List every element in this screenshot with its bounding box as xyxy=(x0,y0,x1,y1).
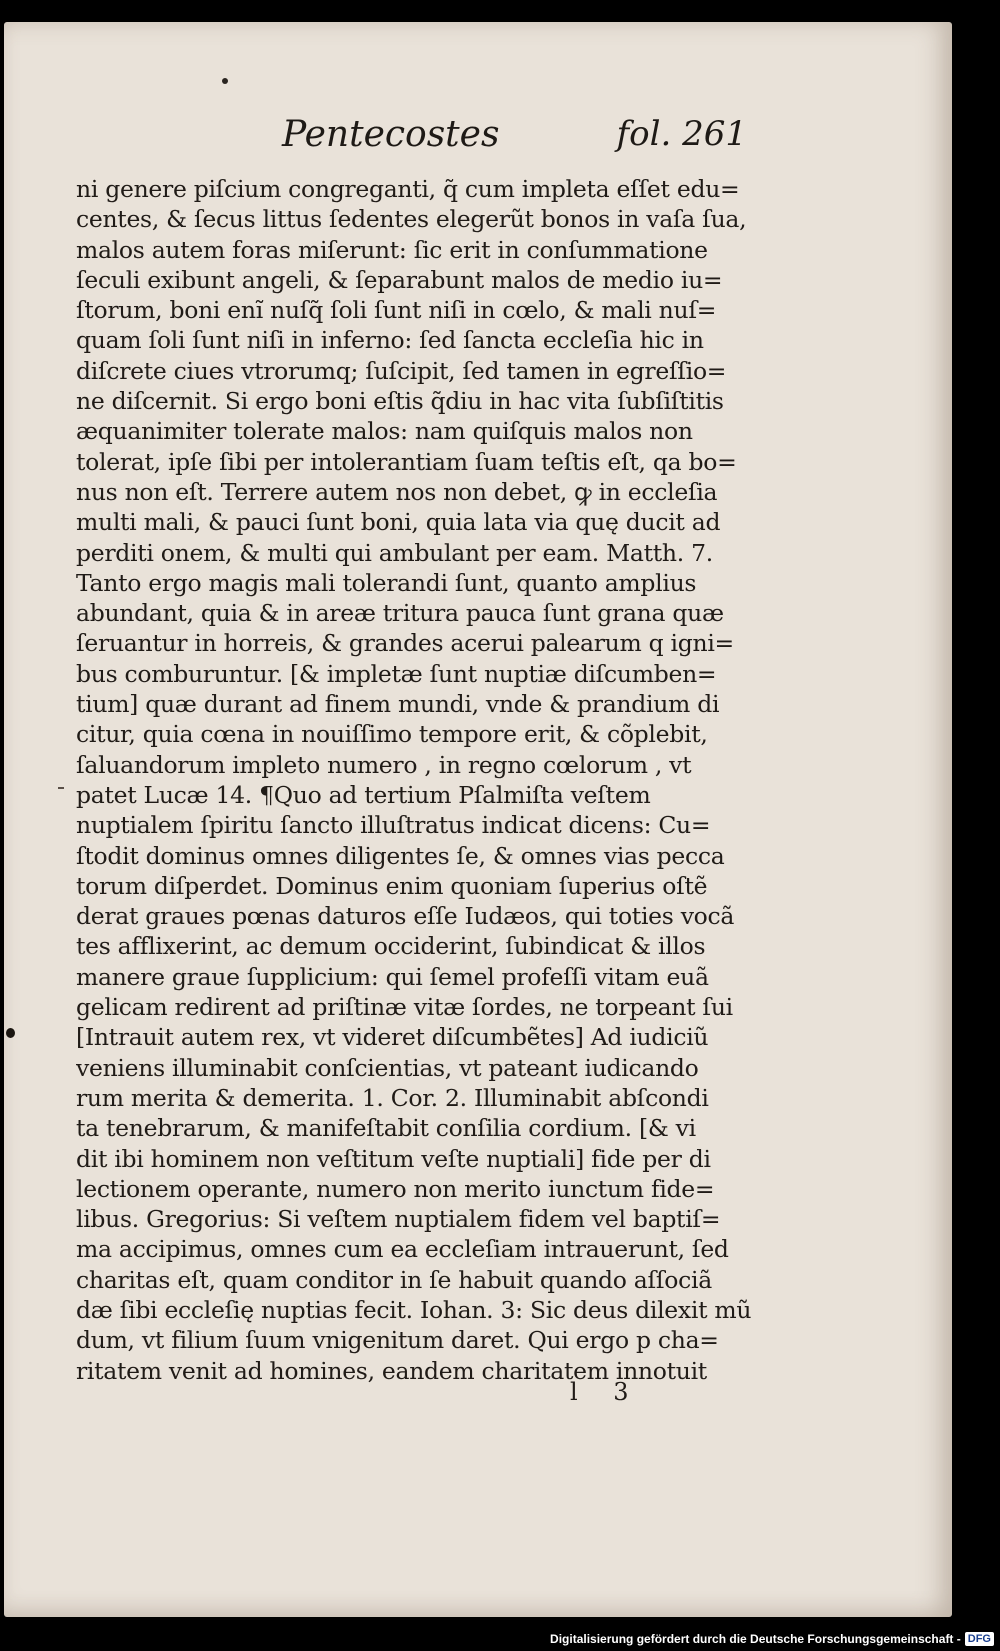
page-header xyxy=(282,114,747,164)
text-line: veniens illuminabit conſcientias, vt pateant iudicando xyxy=(76,1053,699,1082)
text-line: gelicam redirent ad priſtinæ vitæ ſordes, ne torpeant ſui xyxy=(76,993,733,1022)
text-line: diſcrete ciues vtrorumq; ſuſcipit, ſed tamen in egreſſio= xyxy=(76,356,727,385)
folio-number: fol. 261 xyxy=(616,114,747,154)
text-line: abundant, quia & in areæ tritura pauca ſunt grana quæ xyxy=(76,599,724,628)
text-line: nus non eſt. Terrere autem nos non debet, ꝙ in eccleſia xyxy=(76,477,718,506)
text-line: derat graues pœnas daturos eſſe Iudæos, qui toties vocã xyxy=(76,902,735,931)
text-line: ſeculi exibunt angeli, & ſeparabunt malos de medio iu= xyxy=(76,265,723,294)
text-line: tium] quæ durant ad finem mundi, vnde & prandium di xyxy=(76,690,720,719)
margin-ink-dot xyxy=(6,1028,15,1038)
text-line: ſtodit dominus omnes diligentes ſe, & omnes vias pecca xyxy=(76,841,725,870)
text-line: bus comburuntur. [& impletæ ſunt nuptiæ diſcumben= xyxy=(76,659,717,688)
text-line: manere graue ſupplicium: qui ſemel profeſſi vitam euã xyxy=(76,962,709,991)
signature-mark: l 3 xyxy=(570,1378,643,1406)
text-line: ſtorum, boni enĩ nuſq̃ ſoli ſunt niſi in cœlo, & mali nuſ= xyxy=(76,296,717,325)
text-line: ſeruantur in horreis, & grandes acerui palearum q igni= xyxy=(76,629,734,658)
text-line: patet Lucæ 14. ¶Quo ad tertium Pſalmiſta veſtem xyxy=(76,780,651,809)
text-line: nuptialem ſpiritu ſancto illuſtratus indicat dicens: Cu= xyxy=(76,811,711,840)
text-line: dum, vt filium ſuum vnigenitum daret. Qui ergo p cha= xyxy=(76,1326,719,1355)
text-line: libus. Gregorius: Si veſtem nuptialem fidem vel baptiſ= xyxy=(76,1205,721,1234)
margin-mark xyxy=(58,787,64,789)
text-line: torum diſperdet. Dominus enim quoniam ſuperius oſtẽ xyxy=(76,871,708,900)
text-line: ta tenebrarum, & manifeſtabit conſilia cordium. [& vi xyxy=(76,1114,696,1143)
body-text xyxy=(76,174,756,1386)
text-line: rum merita & demerita. 1. Cor. 2. Illuminabit abſcondi xyxy=(76,1083,709,1112)
ink-spot xyxy=(222,78,228,84)
text-line: ma accipimus, omnes cum ea eccleſiam intrauerunt, ſed xyxy=(76,1235,729,1264)
text-line: tolerat, ipſe ſibi per intolerantiam ſuam teſtis eſt, qa bo= xyxy=(76,447,737,476)
text-line: ſaluandorum impleto numero , in regno cœlorum , vt xyxy=(76,750,692,779)
text-line: lectionem operante, numero non merito iunctum fide= xyxy=(76,1174,715,1203)
text-line: ritatem venit ad homines, eandem charitatem innotuit xyxy=(76,1356,707,1385)
text-line: tes afflixerint, ac demum occiderint, ſubindicat & illos xyxy=(76,932,706,961)
footer-credit xyxy=(550,1629,994,1649)
text-line: ni genere piſcium congreganti, q̃ cum impleta eſſet edu= xyxy=(76,175,740,203)
text-line: malos autem foras miſerunt: ſic erit in conſummatione xyxy=(76,235,708,264)
text-line: quam ſoli ſunt niſi in inferno: ſed ſancta eccleſia hic in xyxy=(76,326,704,355)
text-line: ne diſcernit. Si ergo boni eſtis q̃diu in hac vita ſubſiſtitis xyxy=(76,387,724,416)
text-line: dit ibi hominem non veſtitum veſte nuptiali] fide per di xyxy=(76,1144,711,1173)
running-title: Pentecostes xyxy=(282,114,500,155)
text-line: charitas eſt, quam conditor in ſe habuit quando aſſociã xyxy=(76,1265,712,1294)
text-line: centes, & ſecus littus ſedentes elegerũt bonos in vaſa ſua, xyxy=(76,205,747,234)
dfg-logo: DFG xyxy=(965,1632,994,1646)
text-line: multi mali, & pauci ſunt boni, quia lata via quę ducit ad xyxy=(76,508,721,537)
text-line: Tanto ergo magis mali tolerandi ſunt, quanto amplius xyxy=(76,568,697,597)
text-line: æquanimiter tolerate malos: nam quiſquis malos non xyxy=(76,417,693,446)
credit-text: Digitalisierung gefördert durch die Deutsche Forschungsgemeinschaft - xyxy=(550,1632,961,1646)
text-line: [Intrauit autem rex, vt videret diſcumbẽtes] Ad iudiciũ xyxy=(76,1023,709,1052)
text-line: dæ ſibi eccleſię nuptias fecit. Iohan. 3: Sic deus dilexit mũ xyxy=(76,1295,752,1324)
text-line: citur, quia cœna in nouiſſimo tempore erit, & cõplebit, xyxy=(76,720,708,749)
book-page xyxy=(4,22,952,1617)
text-line: perditi onem, & multi qui ambulant per eam. Matth. 7. xyxy=(76,538,713,567)
